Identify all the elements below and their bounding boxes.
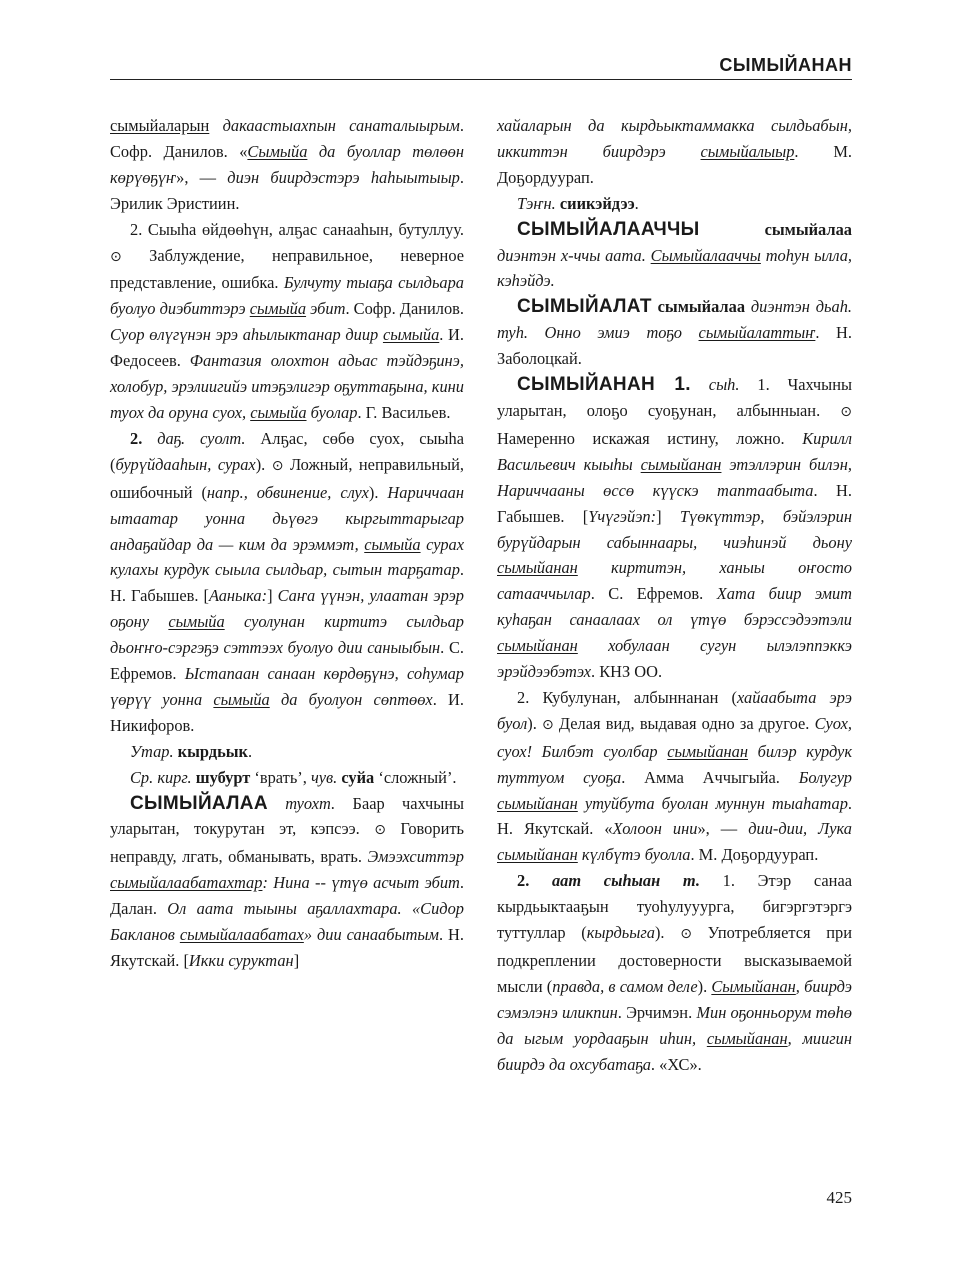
example-text: Фантазия олохтон адьас тэйдэҕинэ, холобур, эрэлиигийэ итэҕэлигэр оҕуттаҕына, кини туох да оруна суох, — [110, 351, 465, 422]
speaker-label: Ааныка: — [208, 586, 268, 606]
source-text: . Далан. — [110, 873, 464, 919]
example-text: Ол аата тыыны аҕаллахтара. «Сидор Бакланов — [110, 899, 464, 945]
example-text: Нариччаан ытаатар уонна дьүөгэ кыргыттарыгар андаҕайдар да — ким да эрэммэт, — [110, 482, 464, 554]
grammar-label: аат сыһыан т. — [529, 871, 700, 891]
definition-text: 1. Чахчыны уларытан, олоҕо суоҕунан, албынныан. — [497, 375, 852, 420]
example-text: Суох, суох! Билбэт суолбар — [497, 713, 853, 761]
synonym-label: Тэҥн. — [517, 193, 556, 213]
headword-reference: сымыйаларын — [110, 116, 210, 135]
definition-text: 1. Этэр санаа кырдьыктааҕын туоһулууурга, бигэргэтэргэ туттуллар ( — [497, 871, 852, 943]
sense-number: 2. — [130, 219, 143, 239]
source-text: . КНЗ ОО. — [591, 662, 663, 682]
source-text: . Эрилик Эристиин. — [110, 167, 464, 213]
entry-headword: СЫМЫЙАЛАА — [130, 792, 268, 814]
definition-text: диэнтэн дьаһ. туһ. Онно эмиэ тоҕо — [497, 297, 852, 343]
punctuation: . — [634, 193, 639, 213]
definition-text: Алҕас, сөбө суох, сыыһа ( — [110, 428, 464, 474]
source-text: . Н. Габышев. [ — [110, 560, 464, 606]
left-column — [110, 113, 464, 974]
headword-reference: сымыйа — [382, 325, 440, 345]
headword-reference: сымыйа — [364, 534, 421, 554]
grammar-label: сыһ. — [690, 375, 740, 395]
synonym-word: сиикэйдээ — [555, 193, 635, 213]
translation-marker-icon: ⊙ — [271, 457, 284, 474]
punctuation: . — [248, 741, 253, 761]
punctuation: », — — [176, 167, 228, 187]
base-word: сымыйалаа — [699, 219, 852, 239]
example-text: хайаларын да кырдьыктаммакка сылдьабын, иккиттэн биирдэрэ — [497, 116, 852, 161]
example-text: Суор өлүгүнэн эрэ аһылыктанар диир — [110, 325, 383, 345]
sense-paragraph — [497, 685, 852, 868]
antonym-word: кырдьык — [173, 741, 249, 761]
punctuation: ). — [255, 454, 272, 474]
translation-text: Употребляется при подкреплении достоверности высказываемой мысли ( — [497, 923, 852, 996]
definition-note: кырдьыга — [586, 923, 655, 943]
etymology-word: шубурт — [191, 767, 251, 787]
headword-reference: Сымыйа — [247, 141, 308, 161]
source-text: . Н. Якутскай. « — [497, 793, 852, 839]
example-text: киртитэн, ханыы оҥосто сатааччылар — [497, 558, 852, 604]
example-text: тоһун ылла, кэһэйдэ. — [497, 245, 853, 291]
headword-reference: сымыйанан — [706, 1028, 788, 1048]
translation-marker-icon: ⊙ — [541, 716, 554, 733]
example-text: да буолуон сөптөөх — [269, 689, 433, 709]
sense-paragraph — [497, 868, 852, 1077]
example-text: билэр курдук туттуом суоҕа — [497, 741, 852, 787]
entry-headword: СЫМЫЙАЛАТ — [517, 296, 652, 318]
translation-text: Говорить неправду, лгать, обманывать, врать. — [110, 819, 464, 867]
example-text: утуйбута буолан муннун тыаһатар — [577, 793, 848, 813]
punctuation: ). — [368, 482, 388, 502]
source-text: . Н. Заболоцкай. — [497, 323, 852, 369]
source-text: . М. Доҕордуурап. — [497, 141, 852, 187]
entry-paragraph — [497, 294, 852, 372]
punctuation: ] — [656, 506, 680, 526]
source-text: . М. Доҕордуурап. — [690, 845, 819, 865]
example-text: » дии санаабытым — [303, 925, 439, 945]
example-text: диэн биирдэстэрэ һаһыытыыр — [227, 167, 460, 187]
headword-reference: сымыйанан — [497, 558, 578, 578]
example-text: этэллэрин билэн, Нариччааны өссө күүскэ таптаабыта — [497, 454, 852, 500]
example-text: Мин оҕонньорум төһө да ыгым уордааҕын иһин, — [497, 1002, 852, 1048]
source-text: . Эрчимэн. — [617, 1002, 697, 1022]
entry-paragraph: СЫМЫЙАЛАА туохт. Баар чахчыны уларытан, токурутан эт, кэпсээ. ⊙ Говорить неправду, лгать, обманывать, врать. Эмээхситтэр сымыйалаабатахтар: Нина -- үтүө асчыт эбит. Далан. Ол аата тыыны аҕаллахтара. «Сидор Бакланов сымыйалаабатах» дии санаабытым. Н. Якутскай. [Икки суруктан] — [110, 792, 464, 970]
headword-reference: сымыйалаттыҥ — [698, 323, 816, 343]
sense-number: 2. — [517, 871, 530, 891]
speaker-label: Үчүгэйэп: — [588, 506, 657, 526]
translation-text: Намеренно искажая истину, ложно. — [497, 428, 803, 448]
running-header — [110, 55, 852, 80]
entry-paragraph — [497, 217, 852, 295]
example-text: дакаастыахпын санаталыырым — [209, 116, 460, 135]
source-text: . С. Ефремов. — [110, 638, 464, 684]
example-text: буолар — [306, 402, 358, 422]
etymology-gloss: ‘сложный’. — [374, 767, 457, 787]
example-text: эбит — [306, 299, 346, 319]
translation-text: Ложный, неправильный, ошибочный ( — [110, 454, 465, 502]
entry-headword: СЫМЫЙАНАН 1. — [517, 374, 691, 396]
antonym-line — [110, 739, 464, 765]
translation-marker-icon: ⊙ — [374, 822, 386, 839]
entry-headword: СЫМЫЙАЛААЧЧЫ — [517, 218, 700, 240]
grammar-label: туохт. — [267, 793, 336, 813]
headword-reference: сымыйа — [213, 689, 270, 709]
sense-paragraph — [110, 217, 464, 426]
example-text: , миигин биирдэ да охсубатаҕа — [497, 1028, 852, 1074]
example-text: Саҥа үүнэн, улаатан эрэр оҕону — [110, 586, 464, 632]
entry-paragraph — [497, 113, 852, 191]
example-text: Хата биир эмит куһаҕан санаалаах ол үтүө бэрэссэдээтэли — [497, 584, 852, 630]
source-text: . Г. Васильев. — [357, 402, 451, 422]
headword-reference: сымыйа — [168, 612, 225, 632]
source-text: . Н. Габышев. [ — [497, 480, 852, 526]
example-text: Эмээхситтэр — [367, 847, 464, 867]
sense-number: 2. — [517, 687, 530, 707]
base-word: сымыйалаа — [651, 297, 746, 317]
source-text: . С. Ефремов. — [590, 584, 717, 604]
example-text: Кирилл Васильевич кыыһы — [497, 428, 852, 474]
antonym-label: Утар. — [130, 741, 174, 761]
right-column — [497, 113, 852, 1078]
translation-note: правда, в самом деле — [552, 976, 698, 996]
translation-note: напр., обвинение, слух — [206, 482, 369, 502]
example-text: Икки суруктан — [188, 951, 294, 970]
definition-text: диэнтэн х-ччы аата. — [497, 245, 651, 265]
running-header-title: СЫМЫЙАНАН — [719, 55, 852, 75]
headword-reference: сымыйанан — [497, 845, 578, 865]
sense-number: 2. — [130, 428, 143, 448]
translation-marker-icon: ⊙ — [680, 926, 692, 943]
translation-text: Делая вид, выдавая одно за другое. — [553, 713, 815, 733]
definition-note: бурүйдааһын, сурах — [115, 454, 256, 474]
translation-text: Заблуждение, неправильное, неверное представление, ошибка. — [110, 245, 464, 293]
headword-reference: Сымыйалааччы — [650, 245, 761, 265]
translation-marker-icon: ⊙ — [110, 248, 122, 265]
etymology-label: чув. — [310, 767, 338, 787]
entry-paragraph — [497, 372, 852, 685]
punctuation: ). — [697, 976, 712, 996]
punctuation: ). — [527, 713, 542, 733]
source-text: . Софр. Данилов. — [345, 299, 464, 319]
headword-reference: сымыйалаабатах — [179, 925, 304, 945]
headword-reference: сымыйалыыр — [700, 141, 795, 161]
etymology-line — [110, 765, 464, 791]
example-text: Болугур — [798, 767, 852, 787]
headword-reference: сымыйанан — [667, 741, 749, 761]
source-text: . «ХС». — [650, 1054, 702, 1074]
punctuation: », — — [697, 819, 749, 839]
source-text: . Амма Аччыгыйа. — [621, 767, 799, 787]
example-text: Холоон ини — [612, 819, 698, 839]
example-text: хобулаан сугун ылэлэппэккэ эрэйдээбэтэх — [497, 636, 852, 682]
page-number: 425 — [826, 1188, 852, 1207]
etymology-label: Ср. кирг. — [130, 767, 192, 787]
example-text: Булчуту тыаҕа сылдьара буолуо диэбиттэрэ — [110, 273, 464, 319]
example-text: Ыстапаан санаан көрдөҕүнэ, соһумар үөрүү уонна — [110, 664, 464, 709]
synonym-line — [497, 191, 852, 217]
example-text: дии-дии, Лука — [748, 819, 852, 839]
source-text: . Н. Якутскай. [ — [110, 925, 464, 970]
source-text: . И. Федосеев. — [110, 325, 464, 371]
etymology-gloss: ‘врать’, — [250, 767, 311, 787]
entry-paragraph — [110, 113, 464, 217]
headword-reference: сымыйанан — [497, 636, 578, 656]
grammar-label: даҕ. суолт. — [142, 428, 246, 448]
definition-text: Баар чахчыны уларытан, токурутан эт, кэпсээ. — [110, 793, 464, 839]
definition-note: хайаабыта эрэ буол — [497, 687, 852, 733]
headword-reference: сымыйалаабатахтар — [110, 873, 263, 893]
punctuation: ] — [267, 586, 278, 606]
etymology-word: суйа — [337, 767, 375, 787]
headword-reference: сымыйа — [249, 299, 307, 319]
source-text: . И. Никифоров. — [110, 689, 464, 735]
source-text: . Софр. Данилов. « — [110, 116, 464, 161]
definition-text: Кубулунан, албыннанан ( — [529, 687, 737, 707]
punctuation: ). — [654, 923, 681, 943]
headword-reference: сымыйа — [250, 402, 307, 422]
example-text: суолунан киртитэ сылдьар дьоҥҥо-сэргэҕэ сэттээх буолуо дии саныыбын — [110, 612, 464, 658]
example-text: , биирдэ сэмэлэнэ иликпин — [497, 976, 852, 1022]
definition-text: Сыыһа өйдөөһүн, алҕас санааһын, бутуллуу. — [142, 219, 464, 239]
sense-paragraph — [110, 426, 464, 739]
example-text: да буоллар төлөөн көрүөҕүҥ — [110, 141, 464, 187]
example-text: сурах кулахы курдук сыыла сылдьар, сытын тарҕатар — [110, 534, 464, 580]
translation-marker-icon: ⊙ — [840, 403, 852, 420]
example-text: Түөкүттэр, бэйэлэрин бурүйдарын сабыннаары, чиэһинэй дьону — [497, 506, 852, 552]
example-text: : Нина -- үтүө асчыт эбит — [262, 873, 460, 893]
headword-reference: сымыйанан — [640, 454, 722, 474]
headword-reference: сымыйанан — [497, 793, 578, 813]
headword-reference: Сымыйанан — [711, 976, 796, 996]
example-text: күлбүтэ буолла — [577, 845, 691, 865]
